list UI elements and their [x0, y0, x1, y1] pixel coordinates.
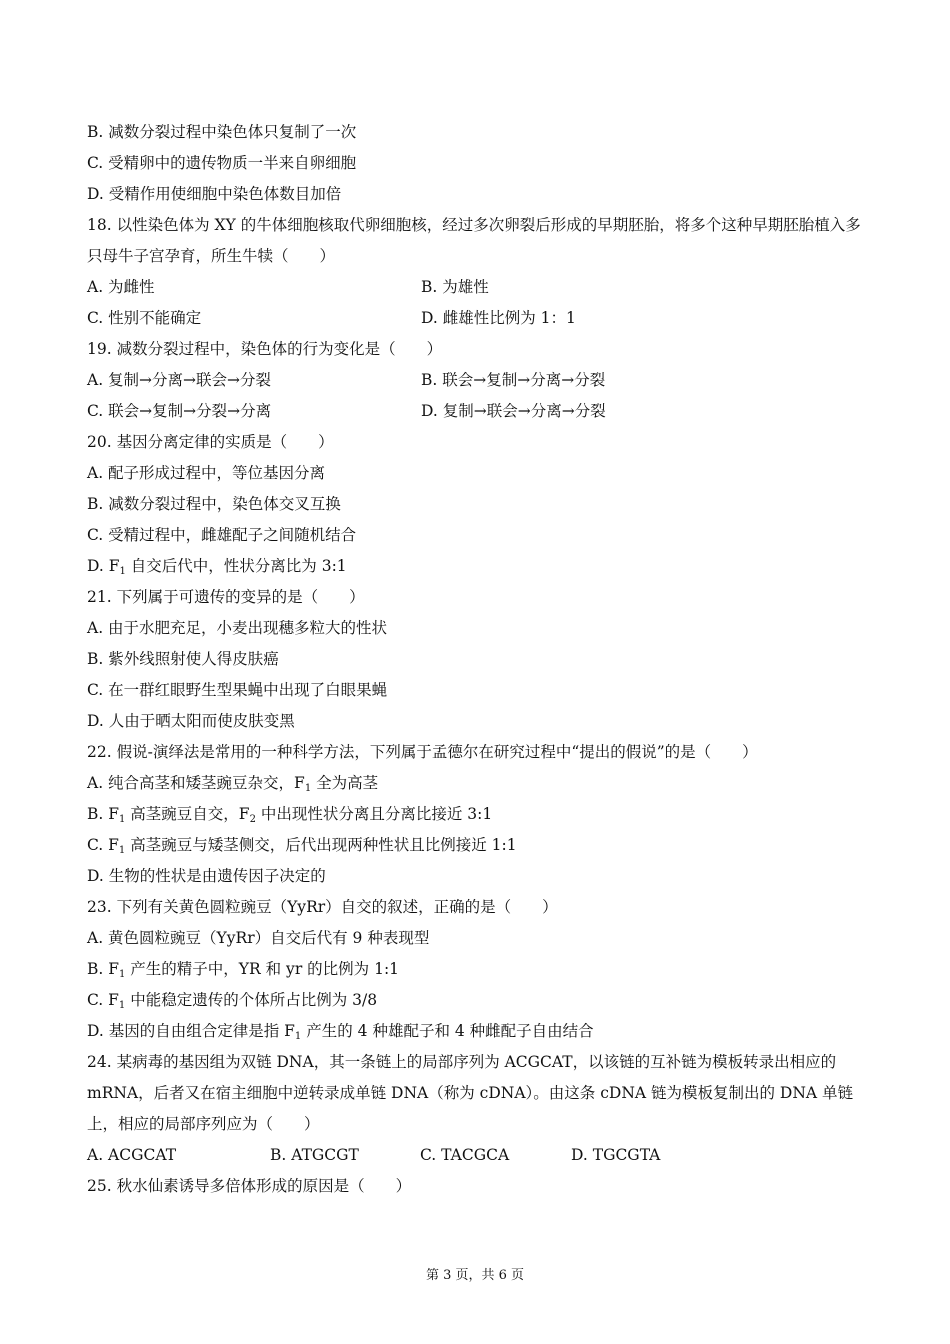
q19-options-row1 — [87, 365, 867, 396]
q18-option-b: B. 为雄性 — [421, 278, 489, 296]
q23-option-a: A. 黄色圆粒豌豆（YyRr）自交后代有 9 种表现型 — [87, 929, 430, 947]
q22-option-d: D. 生物的性状是由遗传因子决定的 — [87, 867, 326, 885]
q23-d-sub: 1 — [294, 1031, 302, 1042]
q19-options-row2 — [87, 396, 867, 427]
q21-option-a: A. 由于水肥充足，小麦出现穗多粒大的性状 — [87, 619, 388, 637]
q20-option-d — [87, 551, 867, 582]
q23-option-d — [87, 1016, 867, 1047]
q20-d-pre: D. F — [87, 557, 120, 575]
q21-option-d: D. 人由于晒太阳而使皮肤变黑 — [87, 712, 295, 730]
q22-stem: 22. 假说-演绎法是常用的一种科学方法，下列属于孟德尔在研究过程中“提出的假说”的是（ ） — [87, 743, 758, 761]
q19-option-a: A. 复制→分离→联会→分裂 — [87, 371, 272, 389]
q17-option-c: C. 受精卵中的遗传物质一半来自卵细胞 — [87, 154, 357, 172]
q19-option-d: D. 复制→联会→分离→分裂 — [421, 402, 606, 420]
q22-b-pre: B. F — [87, 805, 119, 823]
q23-d-pre: D. 基因的自由组合定律是指 F — [87, 1022, 295, 1040]
q22-c-post: 高茎豌豆与矮茎侧交，后代出现两种性状且比例接近 1:1 — [125, 836, 517, 854]
q21-option-b: B. 紫外线照射使人得皮肤癌 — [87, 650, 279, 668]
q20-stem: 20. 基因分离定律的实质是（ ） — [87, 433, 334, 451]
q23-stem: 23. 下列有关黄色圆粒豌豆（YyRr）自交的叙述，正确的是（ ） — [87, 898, 558, 916]
q23-option-b — [87, 954, 867, 985]
q22-b-sub: 1 — [119, 814, 126, 825]
q20-option-c: C. 受精过程中，雌雄配子之间随机结合 — [87, 526, 357, 544]
q22-b-sub2: 2 — [249, 814, 256, 825]
q24-options-row — [87, 1140, 867, 1171]
q18-options-row2 — [87, 303, 867, 334]
q23-b-sub: 1 — [119, 969, 126, 980]
q23-d-post: 产生的 4 种雄配子和 4 种雌配子自由结合 — [301, 1022, 594, 1040]
q23-c-post: 中能稳定遗传的个体所占比例为 3/8 — [125, 991, 378, 1009]
q24-option-c: C. TACGCA — [420, 1146, 510, 1164]
q23-option-c — [87, 985, 867, 1016]
q21-option-c: C. 在一群红眼野生型果蝇中出现了白眼果蝇 — [87, 681, 388, 699]
q21-stem: 21. 下列属于可遗传的变异的是（ ） — [87, 588, 365, 606]
q17-option-d: D. 受精作用使细胞中染色体数目加倍 — [87, 185, 342, 203]
q17-option-b: B. 减数分裂过程中染色体只复制了一次 — [87, 123, 357, 141]
page-footer: 第 3 页，共 6 页 — [425, 1268, 525, 1283]
q22-a-post: 全为高茎 — [311, 774, 379, 792]
q19-option-b: B. 联会→复制→分离→分裂 — [421, 371, 606, 389]
q20-d-post: 自交后代中，性状分离比为 3:1 — [125, 557, 347, 575]
q24-option-d: D. TGCGTA — [571, 1146, 661, 1164]
q19-stem: 19. 减数分裂过程中，染色体的行为变化是（ ） — [87, 340, 443, 358]
q18-option-d: D. 雌雄性比例为 1：1 — [421, 309, 576, 327]
q23-c-sub: 1 — [118, 1000, 126, 1011]
q22-option-a — [87, 768, 867, 799]
q22-a-sub: 1 — [304, 783, 312, 794]
q18-option-c: C. 性别不能确定 — [87, 309, 202, 327]
q25-stem: 25. 秋水仙素诱导多倍体形成的原因是（ ） — [87, 1177, 412, 1195]
q22-option-c — [87, 830, 867, 861]
q20-d-sub: 1 — [119, 566, 126, 577]
q24-option-b: B. ATGCGT — [270, 1146, 359, 1164]
q20-option-a: A. 配子形成过程中，等位基因分离 — [87, 464, 326, 482]
q22-b-mid: 高茎豌豆自交，F — [125, 805, 250, 823]
q22-c-sub: 1 — [118, 845, 126, 856]
q18-options-row1 — [87, 272, 867, 303]
q23-c-pre: C. F — [87, 991, 119, 1009]
q23-b-pre: B. F — [87, 960, 119, 978]
q18-stem: 18. 以性染色体为 XY 的牛体细胞核取代卵细胞核，经过多次卵裂后形成的早期胚胎，将多个这种早期胚胎植入多只母牛子宫孕育，所生牛犊（ ） — [87, 216, 861, 265]
page-content — [87, 117, 867, 1202]
q22-c-pre: C. F — [87, 836, 119, 854]
q22-a-pre: A. 纯合高茎和矮茎豌豆杂交，F — [87, 774, 305, 792]
q24-stem: 24. 某病毒的基因组为双链 DNA，其一条链上的局部序列为 ACGCAT，以该链的互补链为模板转录出相应的 mRNA，后者又在宿主细胞中逆转录成单链 DNA（称为 cDNA）。由这条 cDNA 链为模板复制出的 DNA 单链上，相应的局部序列应为（ ） — [87, 1053, 854, 1133]
q20-option-b: B. 减数分裂过程中，染色体交叉互换 — [87, 495, 341, 513]
q19-option-c: C. 联会→复制→分裂→分离 — [87, 402, 272, 420]
q22-option-b — [87, 799, 867, 830]
q18-option-a: A. 为雌性 — [87, 278, 155, 296]
q23-b-post: 产生的精子中，YR 和 yr 的比例为 1:1 — [125, 960, 400, 978]
q24-option-a: A. ACGCAT — [87, 1146, 177, 1164]
q22-b-post: 中出现性状分离且分离比接近 3:1 — [255, 805, 493, 823]
